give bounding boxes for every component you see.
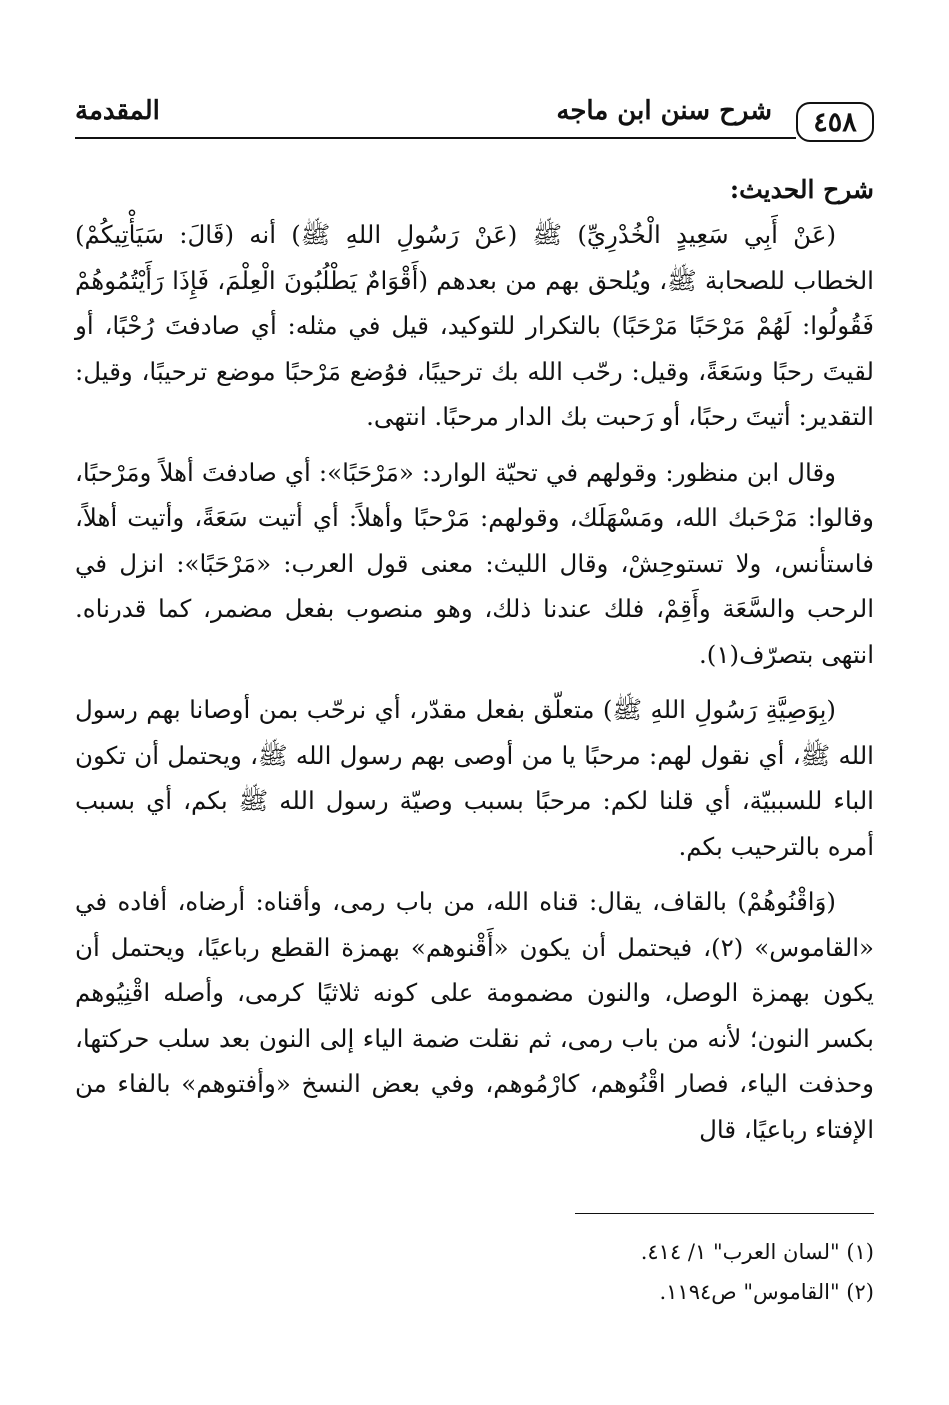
paragraph: وقال ابن منظور: وقولهم في تحيّة الوارد: «مَرْحَبًا»: أي صادفتَ أهلاً ومَرْحبًا، وقالوا: مَرْحَبك الله، ومَسْهَلَك، وقولهم: مَرْحبًا وأهلاً: أي أتيت سَعَةً، وأتيت أهلاً، فاستأنس، ولا تستوحِشْ، وقال الليث: معنى قول العرب: «مَرْحَبًا»: انزل في الرحب والسَّعَة وأَقِمْ، فلك عندنا ذلك، وهو منصوب بفعل مضمر، كما قدرناه. انتهى بتصرّف(١). [75, 457, 874, 669]
footnotes [75, 1232, 874, 1312]
section-heading: شرح الحديث: [729, 175, 874, 204]
header-rule [75, 137, 796, 139]
footnote-separator [575, 1213, 874, 1214]
paragraph: (بِوَصِيَّةِ رَسُولِ اللهِ ﷺ) متعلّق بفعل مقدّر، أي نرحّب بمن أوصانا بهم رسول الله ﷺ، أي نقول لهم: مرحبًا يا من أوصى بهم رسول الله ﷺ، ويحتمل أن تكون الباء للسببيّة، أي قلنا لكم: مرحبًا بسبب وصيّة رسول الله ﷺ بكم، أي بسبب أمره بالترحيب بكم. [75, 695, 874, 861]
footnote: (١) "لسان العرب" ١/ ٤١٤. [640, 1240, 874, 1264]
paragraph: (عَنْ أَبِي سَعِيدٍ الْخُدْرِيِّ) ﷺ (عَنْ رَسُولِ اللهِ ﷺ) أنه (قَالَ: سَيَأْتِيكُمْ) الخطاب للصحابة ﷺ، ويُلحق بهم من بعدهم (أَقْوَامٌ يَطْلُبُونَ الْعِلْمَ، فَإِذَا رَأَيْتُمُوهُمْ فَقُولُوا: لَهُمْ مَرْحَبًا مَرْحَبًا) بالتكرار للتوكيد، قيل في مثله: أي صادفتَ رُحْبًا، أو لقيتَ رحبًا وسَعَةً، وقيل: رحّب الله بك ترحيبًا، فوُضع مَرْحبًا موضع ترحيبًا، وقيل: التقدير: أتيتَ رحبًا، أو رَحبت بك الدار مرحبًا. انتهى. [75, 220, 874, 431]
page-header [75, 92, 874, 152]
section-title: المقدمة [75, 96, 160, 126]
paragraph: (وَاقْنُوهُمْ) بالقاف، يقال: قناه الله، من باب رمى، وأقناه: أرضاه، أفاده في «القاموس» (٢)، فيحتمل أن يكون «أَقْنوهم» بهمزة القطع رباعيًا، ويحتمل أن يكون بهمزة الوصل، والنون مضمومة على كونه ثلاثيًا كرمى، وأصله اقْنِيُوهم بكسر النون؛ لأنه من باب رمى، ثم نقلت ضمة الياء إلى النون بعد سلب حركتها، وحذفت الياء، فصار اقْنُوهم، كارْمُوهم، وفي بعض النسخ «وأفتوهم» بالفاء من الإفتاء رباعيًا، قال [75, 887, 874, 1144]
page-number: ٤٥٨ [796, 102, 874, 142]
book-title: شرح سنن ابن ماجه [556, 96, 772, 126]
footnote: (٢) "القاموس" ص١١٩٤. [659, 1280, 874, 1304]
main-text [75, 168, 874, 1162]
